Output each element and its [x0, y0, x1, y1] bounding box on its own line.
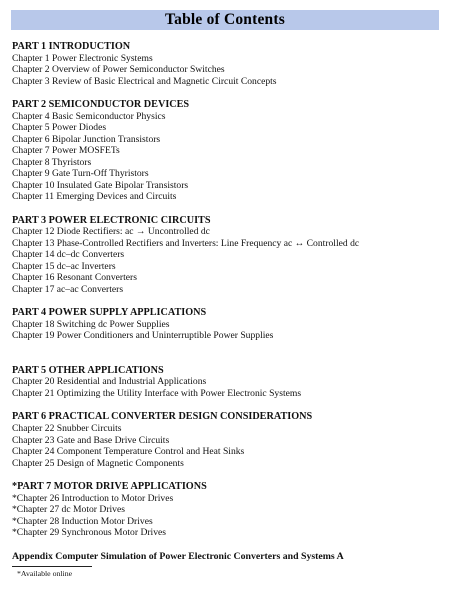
chapter-entry: Chapter 22 Snubber Circuits	[12, 423, 122, 435]
chapter-entry: Chapter 7 Power MOSFETs	[12, 145, 120, 157]
chapter-entry: Chapter 4 Basic Semiconductor Physics	[12, 110, 166, 122]
chapter-entry: Chapter 23 Gate and Base Drive Circuits	[12, 434, 170, 446]
chapter-entry: Chapter 2 Overview of Power Semiconductor Switches	[12, 64, 225, 76]
chapter-entry: *Chapter 29 Synchronous Motor Drives	[12, 527, 167, 539]
part-5	[12, 365, 448, 400]
chapter-entry: Chapter 11 Emerging Devices and Circuits	[12, 191, 177, 203]
part-heading: PART 2 SEMICONDUCTOR DEVICES	[12, 99, 190, 111]
chapter-entry: Chapter 15 dc–ac Inverters	[12, 260, 116, 272]
part-heading: PART 6 PRACTICAL CONVERTER DESIGN CONSIDERATIONS	[12, 411, 313, 423]
chapter-entry: Chapter 24 Component Temperature Control and Heat Sinks	[12, 446, 245, 458]
part-heading: PART 5 OTHER APPLICATIONS	[12, 364, 164, 376]
footnote: *Available online	[17, 569, 73, 578]
chapter-entry: Chapter 6 Bipolar Junction Transistors	[12, 133, 161, 145]
chapter-entry: Chapter 20 Residential and Industrial Applications	[12, 376, 207, 388]
chapter-entry: *Chapter 27 dc Motor Drives	[12, 504, 125, 516]
toc-title-bar	[11, 10, 439, 30]
chapter-entry: Chapter 21 Optimizing the Utility Interface with Power Electronic Systems	[12, 387, 302, 399]
part-heading: PART 1 INTRODUCTION	[12, 41, 131, 52]
part-4	[12, 307, 448, 342]
page-title: Table of Contents	[165, 11, 285, 28]
part-2	[12, 99, 448, 203]
part-heading: PART 4 POWER SUPPLY APPLICATIONS	[12, 307, 207, 319]
part-7	[12, 481, 448, 539]
chapter-entry: Chapter 1 Power Electronic Systems	[12, 52, 153, 64]
part-1	[12, 41, 448, 87]
chapter-entry: Chapter 8 Thyristors	[12, 156, 92, 168]
chapter-entry: Chapter 12 Diode Rectifiers: ac → Uncontrolled dc	[12, 226, 210, 238]
chapter-entry: *Chapter 28 Induction Motor Drives	[12, 515, 153, 527]
chapter-entry: Chapter 13 Phase-Controlled Rectifiers and Inverters: Line Frequency ac ↔ Controlled dc	[12, 237, 360, 249]
chapter-entry: Chapter 16 Resonant Converters	[12, 272, 137, 284]
chapter-entry: Chapter 5 Power Diodes	[12, 122, 107, 134]
chapter-entry: *Chapter 26 Introduction to Motor Drives	[12, 492, 174, 504]
chapter-entry: Chapter 17 ac–ac Converters	[12, 283, 124, 295]
chapter-entry: Chapter 14 dc–dc Converters	[12, 249, 125, 261]
footnote-divider	[12, 566, 92, 567]
chapter-entry: Chapter 3 Review of Basic Electrical and Magnetic Circuit Concepts	[12, 75, 277, 87]
part-3	[12, 215, 448, 296]
chapter-entry: Chapter 18 Switching dc Power Supplies	[12, 318, 170, 330]
toc-content	[12, 41, 448, 563]
part-heading: *PART 7 MOTOR DRIVE APPLICATIONS	[12, 481, 207, 493]
chapter-entry: Chapter 25 Design of Magnetic Components	[12, 457, 184, 469]
part-6	[12, 411, 448, 469]
chapter-entry: Chapter 19 Power Conditioners and Uninterruptible Power Supplies	[12, 330, 274, 342]
chapter-entry: Chapter 9 Gate Turn-Off Thyristors	[12, 168, 149, 180]
appendix-entry: Appendix Computer Simulation of Power Electronic Converters and Systems A	[12, 550, 344, 562]
chapter-entry: Chapter 10 Insulated Gate Bipolar Transistors	[12, 179, 189, 191]
part-heading: PART 3 POWER ELECTRONIC CIRCUITS	[12, 214, 211, 226]
